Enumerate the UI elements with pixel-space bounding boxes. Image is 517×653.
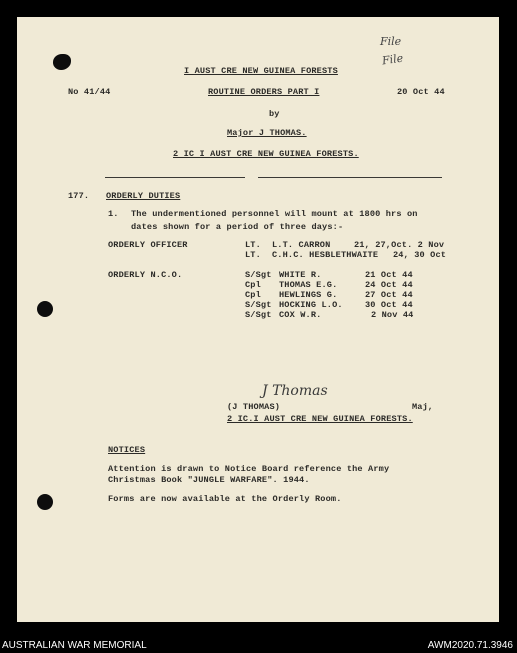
nco-date: 27 Oct 44 bbox=[365, 290, 413, 300]
order-number: No 41/44 bbox=[68, 87, 111, 97]
order-date: 20 Oct 44 bbox=[397, 87, 445, 97]
footer-accession-number: AWM2020.71.3946 bbox=[427, 640, 513, 651]
nco-rank: Cpl bbox=[245, 290, 261, 300]
officer-rank: LT. bbox=[245, 250, 261, 260]
signatory-rank: Maj, bbox=[412, 402, 434, 412]
officer-dates: 21, 27,Oct. 2 Nov bbox=[354, 240, 445, 250]
handwritten-annotation-2: File bbox=[381, 51, 404, 68]
signatory-name: (J THOMAS) bbox=[227, 402, 281, 412]
notices-heading: NOTICES bbox=[108, 445, 146, 455]
officer-name: L.T. CARRON bbox=[272, 240, 331, 250]
item-heading: ORDERLY DUTIES bbox=[106, 191, 181, 201]
nco-date: 30 Oct 44 bbox=[365, 300, 413, 310]
footer-source: AUSTRALIAN WAR MEMORIAL bbox=[2, 640, 147, 651]
unit-heading: I AUST CRE NEW GUINEA FORESTS bbox=[184, 66, 338, 76]
nco-name: THOMAS E.G. bbox=[279, 280, 338, 290]
punched-hole bbox=[37, 494, 53, 510]
officer-appointment: 2 IC I AUST CRE NEW GUINEA FORESTS. bbox=[173, 149, 359, 159]
officer-dates: 24, 30 Oct bbox=[393, 250, 447, 260]
nco-name: WHITE R. bbox=[279, 270, 322, 280]
paragraph-line: dates shown for a period of three days:- bbox=[131, 222, 344, 232]
nco-rank: S/Sgt bbox=[245, 310, 272, 320]
nco-date: 21 Oct 44 bbox=[365, 270, 413, 280]
paragraph-number: 1. bbox=[108, 209, 119, 219]
by-text: by bbox=[269, 109, 280, 119]
handwritten-signature: J Thomas bbox=[262, 383, 328, 399]
divider-rule bbox=[258, 177, 442, 178]
nco-date: 24 Oct 44 bbox=[365, 280, 413, 290]
paragraph-line: The undermentioned personnel will mount at 1800 hrs on bbox=[131, 209, 418, 219]
handwritten-annotation: File bbox=[380, 35, 402, 48]
nco-rank: Cpl bbox=[245, 280, 261, 290]
officer-rank: LT. bbox=[245, 240, 261, 250]
nco-name: COX W.R. bbox=[279, 310, 322, 320]
document-page bbox=[17, 17, 499, 622]
punched-hole bbox=[53, 54, 71, 70]
issuing-officer: Major J THOMAS. bbox=[227, 128, 307, 138]
signatory-appointment: 2 IC.I AUST CRE NEW GUINEA FORESTS. bbox=[227, 414, 413, 424]
nco-rank: S/Sgt bbox=[245, 270, 272, 280]
item-number: 177. bbox=[68, 191, 90, 201]
notice-line: Christmas Book "JUNGLE WARFARE". 1944. bbox=[108, 475, 310, 485]
orderly-officer-label: ORDERLY OFFICER bbox=[108, 240, 188, 250]
nco-rank: S/Sgt bbox=[245, 300, 272, 310]
nco-date: 2 Nov 44 bbox=[371, 310, 414, 320]
officer-name: C.H.C. HESBLETHWAITE bbox=[272, 250, 379, 260]
orderly-nco-label: ORDERLY N.C.O. bbox=[108, 270, 183, 280]
notice-line: Forms are now available at the Orderly Room. bbox=[108, 494, 342, 504]
nco-name: HOCKING L.O. bbox=[279, 300, 343, 310]
notice-line: Attention is drawn to Notice Board reference the Army bbox=[108, 464, 390, 474]
nco-name: HEWLINGS G. bbox=[279, 290, 338, 300]
order-title: ROUTINE ORDERS PART I bbox=[208, 87, 320, 97]
divider-rule bbox=[105, 177, 245, 178]
punched-hole bbox=[37, 301, 53, 317]
